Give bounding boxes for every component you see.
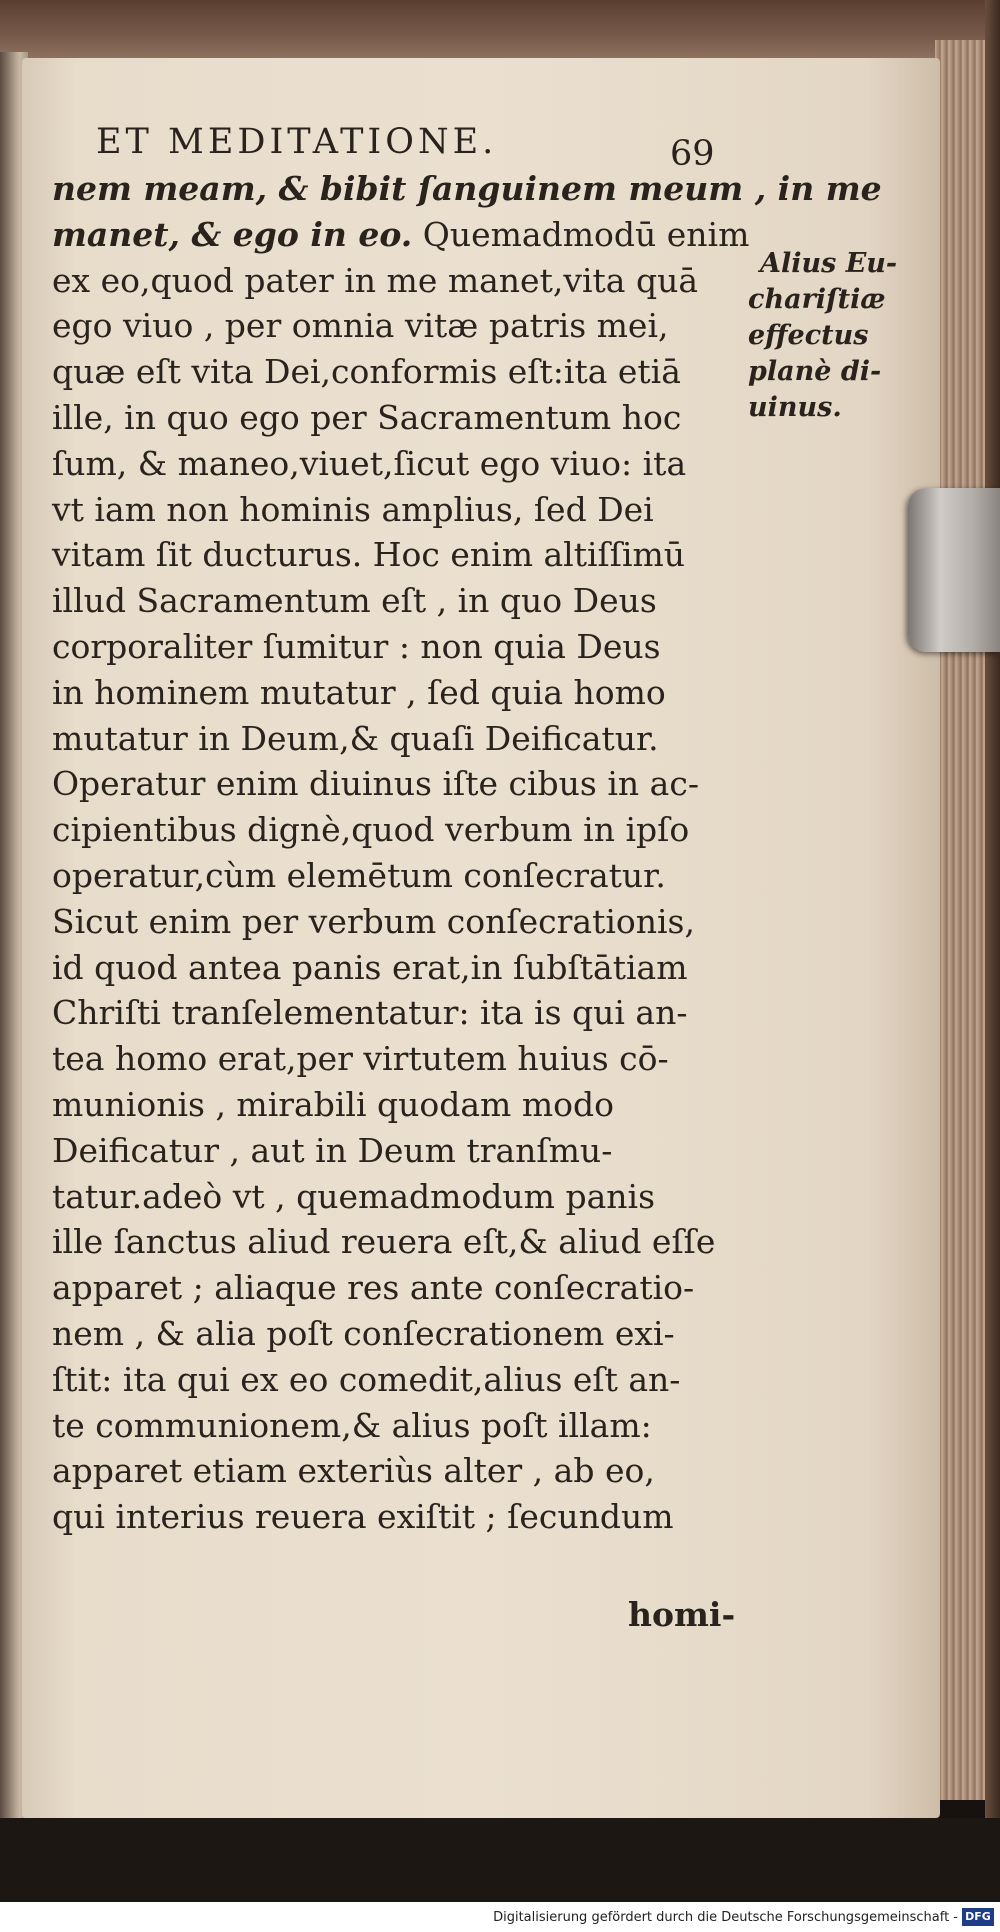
text-line: Deificatur , aut in Deum tranſmu- bbox=[52, 1130, 613, 1170]
running-head: ET MEDITATIONE. bbox=[96, 122, 498, 162]
text-line: te communionem,& alius poſt illam: bbox=[52, 1405, 652, 1445]
text-line: tatur.adeò vt , quemadmodum panis bbox=[52, 1176, 656, 1216]
catchword: homi- bbox=[628, 1595, 736, 1634]
text-line: vitam ſit ducturus. Hoc enim altiſſimū bbox=[52, 535, 686, 575]
margin-note-line: planè di- bbox=[748, 356, 882, 387]
text-line bbox=[52, 169, 882, 208]
credit-text: Digitalisierung gefördert durch die Deutsche Forschungsgemeinschaft - bbox=[493, 1910, 958, 1925]
text-line: operatur,cùm elemētum conſecratur. bbox=[52, 856, 666, 895]
credit-bar bbox=[0, 1902, 1000, 1932]
text-line: ille, in quo ego per Sacramentum hoc bbox=[52, 398, 682, 437]
text-line: ſum, & maneo,viuet,ſicut ego viuo: ita bbox=[52, 443, 687, 483]
text-line: ſtit: ita qui ex eo comedit,alius eſt an- bbox=[52, 1359, 681, 1399]
text-line: ille ſanctus aliud reuera eſt,& aliud eſſe bbox=[52, 1222, 716, 1262]
text-line: mutatur in Deum,& quaſi Deificatur. bbox=[52, 718, 659, 758]
text-line: quæ eſt vita Dei,conformis eſt:ita etiā bbox=[52, 352, 681, 392]
text-line: nem , & alia poſt conſecrationem exi- bbox=[52, 1314, 675, 1353]
text-line: cipientibus dignè,quod verbum in ipſo bbox=[52, 810, 690, 850]
text-line: munionis , mirabili quodam modo bbox=[52, 1085, 614, 1124]
page-number: 69 bbox=[670, 134, 715, 174]
text-line: apparet ; aliaque res ante conſecratio- bbox=[52, 1268, 695, 1308]
margin-note-line: Alius Eu- bbox=[760, 248, 898, 279]
scan-bottom-shadow bbox=[0, 1818, 1000, 1902]
text-line: Operatur enim diuinus iſte cibus in ac- bbox=[52, 764, 699, 804]
page-clip bbox=[908, 488, 1000, 652]
margin-note-line: chariſtiæ bbox=[748, 284, 886, 315]
text-line: apparet etiam exteriùs alter , ab eo, bbox=[52, 1451, 655, 1491]
text-line: qui interius reuera exiſtit ; ſecundum bbox=[52, 1497, 674, 1537]
italic-quote: nem meam, & bibit ſanguinem meum , in me bbox=[52, 169, 882, 208]
margin-note-line: uinus. bbox=[748, 392, 842, 423]
text-line: vt iam non hominis amplius, ſed Dei bbox=[52, 489, 654, 529]
text-line: tea homo erat,per virtutem huius cō- bbox=[52, 1039, 669, 1079]
line-rest: Quemadmodū enim bbox=[412, 214, 750, 254]
dfg-logo: DFG bbox=[962, 1908, 994, 1926]
book-cover-edge bbox=[985, 0, 1000, 1932]
text-line: ego viuo , per omnia vitæ patris mei, bbox=[52, 306, 669, 346]
text-line: corporaliter ſumitur : non quia Deus bbox=[52, 627, 661, 666]
text-line: Chriſti tranſelementatur: ita is qui an- bbox=[52, 993, 688, 1033]
text-line bbox=[52, 214, 750, 254]
margin-note-line: effectus bbox=[748, 320, 869, 351]
italic-quote: manet, & ego in eo. bbox=[52, 214, 413, 254]
text-line: ex eo,quod pater in me manet,vita quā bbox=[52, 260, 699, 300]
text-line: Sicut enim per verbum conſecrationis, bbox=[52, 901, 695, 941]
text-line: id quod antea panis erat,in ſubſtātiam bbox=[52, 947, 688, 987]
text-line: in hominem mutatur , ſed quia homo bbox=[52, 672, 666, 712]
text-line: illud Sacramentum eſt , in quo Deus bbox=[52, 581, 657, 621]
